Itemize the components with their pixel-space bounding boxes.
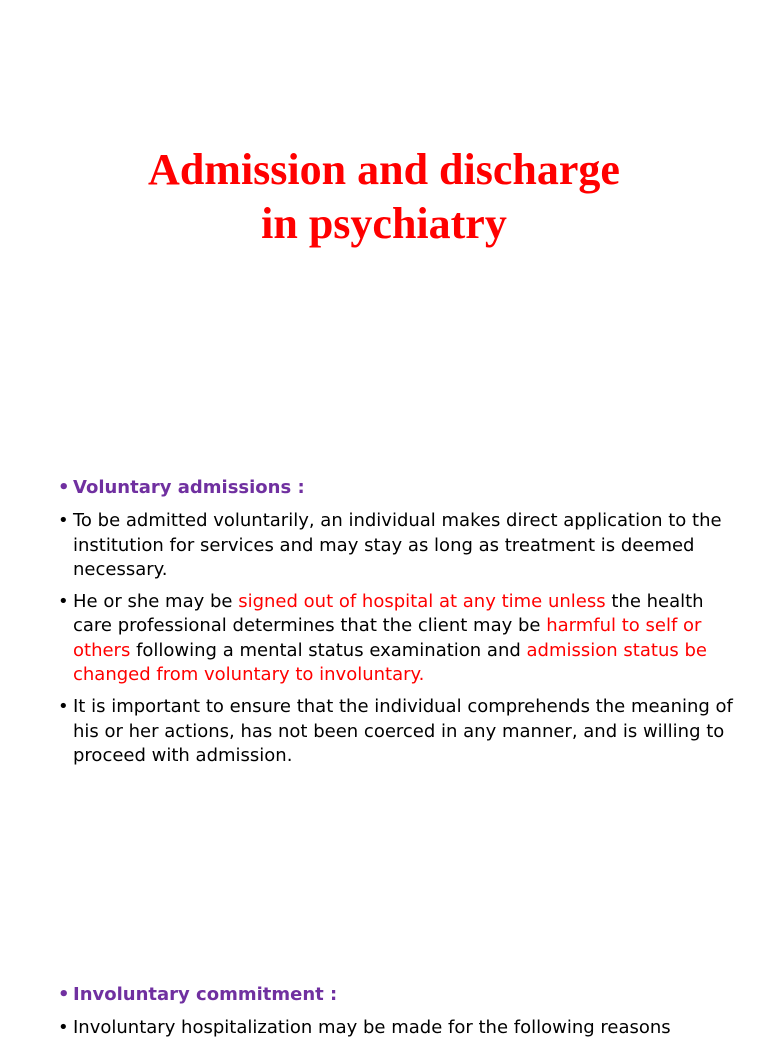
bullet-2-emphasis-3: admission status be changed from voluntary to involuntary. (73, 639, 707, 686)
involuntary-section (58, 983, 748, 1039)
title-line-1: Admission and discharge (148, 145, 620, 195)
slide-title (0, 143, 768, 251)
involuntary-heading: • Involuntary commitment : (58, 983, 748, 1007)
voluntary-bullet-3: • It is important to ensure that the individual comprehends the meaning of his or her actions, has not been coerced in any manner, and is willing to proceed with admission. (58, 695, 748, 768)
bullet-2-text-3: following a mental status examination and (130, 639, 527, 661)
bullet-2-text-2: the health care professional determines that the client may be (73, 591, 704, 637)
bullet-2-emphasis-1: signed out of hospital at any time unless (238, 591, 606, 613)
voluntary-section (58, 476, 748, 776)
voluntary-bullet-2 (58, 590, 748, 687)
voluntary-heading: • Voluntary admissions : (58, 476, 748, 500)
title-line-2: in psychiatry (261, 199, 507, 249)
voluntary-bullet-1: • To be admitted voluntarily, an individual makes direct application to the institution for services and may stay as long as treatment is deemed necessary. (58, 509, 748, 582)
bullet-2-emphasis-2: harmful to self or others (73, 615, 702, 661)
bullet-2-text-1: He or she may be (73, 591, 239, 613)
involuntary-bullet-1: • Involuntary hospitalization may be made for the following reasons (58, 1016, 748, 1024)
